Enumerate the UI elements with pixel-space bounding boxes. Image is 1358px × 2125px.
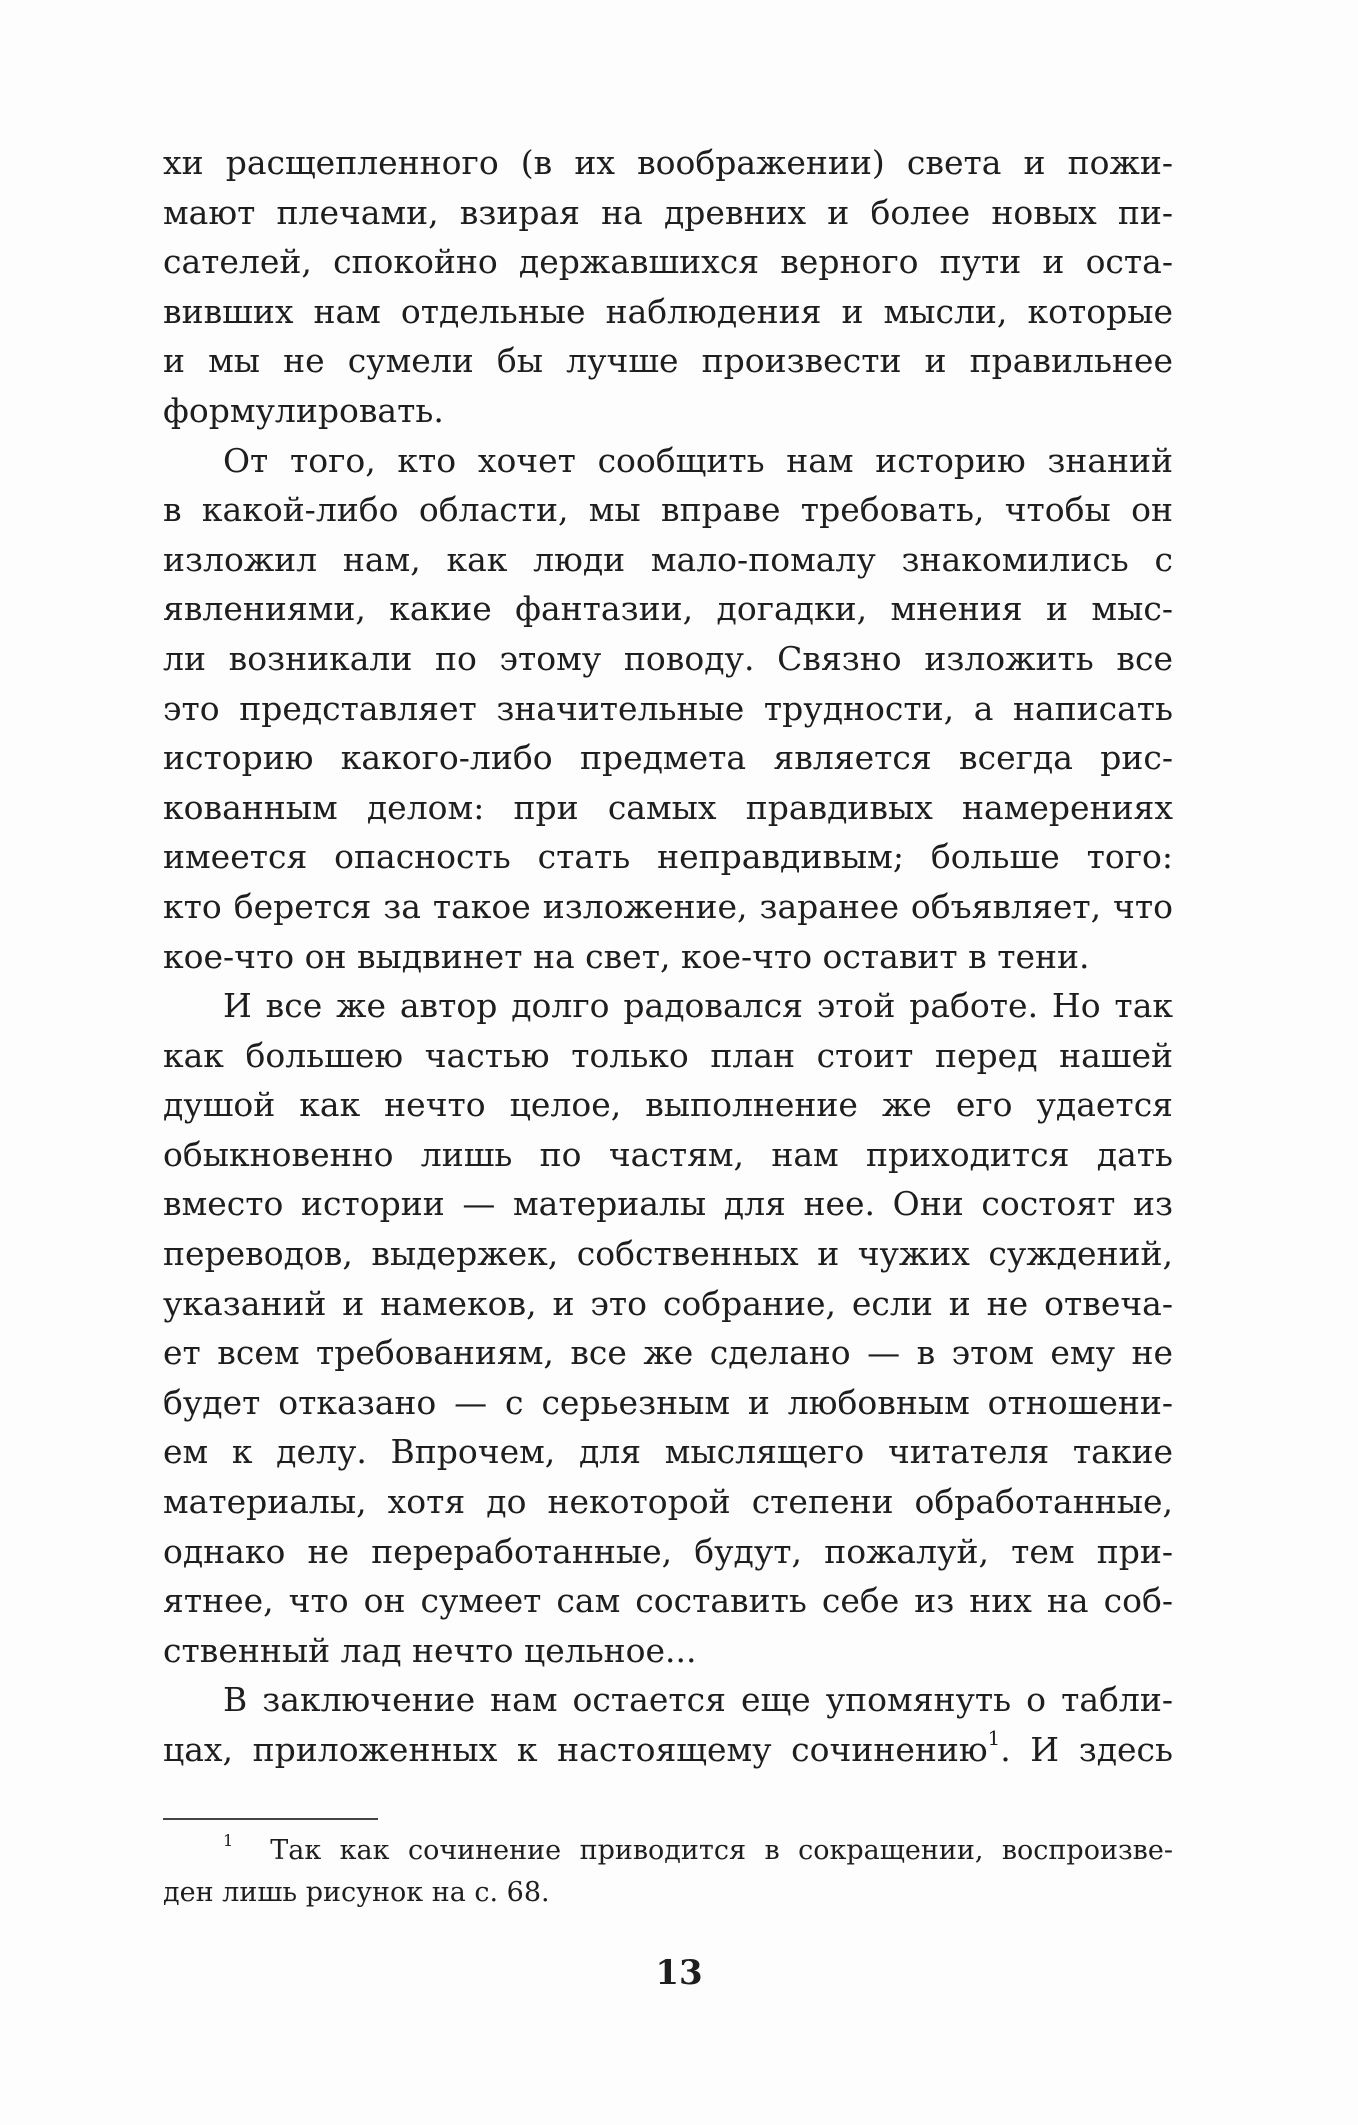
text-line [163, 1725, 1173, 1775]
text-line: ем к делу. Впрочем, для мыслящего читателя такие [163, 1432, 1173, 1472]
text-line: душой как нечто целое, выполнение же его удается [163, 1085, 1173, 1125]
text-line: однако не переработанные, будут, пожалуй, тем при- [163, 1531, 1173, 1571]
text-line: это представляет значительные трудности, а написать [163, 688, 1173, 728]
text-line: мают плечами, взирая на древних и более новых пи- [163, 192, 1173, 232]
text-line: будет отказано — с серьезным и любовным отношени- [163, 1382, 1173, 1422]
text-line: имеется опасность стать неправдивым; больше того: [163, 837, 1173, 877]
footnote-marker: 1 [223, 1831, 234, 1851]
text-line: вивших нам отдельные наблюдения и мысли, которые [163, 291, 1173, 331]
body-text [163, 138, 1173, 1775]
footnote [163, 1830, 1173, 1914]
text-line: ственный лад нечто цельное... [163, 1630, 697, 1670]
text-line: обыкновенно лишь по частям, нам приходится дать [163, 1134, 1173, 1174]
text-line: сателей, спокойно державшихся верного пути и оста- [163, 242, 1173, 282]
footnote-divider [163, 1818, 378, 1820]
text-line: явлениями, какие фантазии, догадки, мнения и мыс- [163, 589, 1173, 629]
page-number: 13 [655, 1953, 703, 1993]
footnote-line [163, 1830, 1173, 1872]
footnote-line: ден лишь рисунок на с. 68. [163, 1877, 550, 1908]
text-line: изложил нам, как люди мало-помалу знакомились с [163, 539, 1173, 579]
text-line: формулировать. [163, 390, 444, 430]
text-line: кто берется за такое изложение, заранее объявляет, что [163, 886, 1173, 926]
text-line: И все же автор долго радовался этой работе. Но так [223, 986, 1173, 1026]
text-line: хи расщепленного (в их воображении) света и пожи- [163, 143, 1173, 182]
text-line: кое-что он выдвинет на свет, кое-что оставит в тени. [163, 936, 1090, 976]
text-line: ет всем требованиям, все же сделано — в этом ему не [163, 1333, 1173, 1373]
text-line: материалы, хотя до некоторой степени обработанные, [163, 1482, 1173, 1522]
text-line: От того, кто хочет сообщить нам историю знаний [223, 440, 1173, 480]
text-segment: . И здесь [1000, 1730, 1173, 1769]
text-line: В заключение нам остается еще упомянуть о табли- [223, 1680, 1173, 1720]
footnote-reference[interactable]: 1 [987, 1727, 1001, 1751]
footnote-text: Так как сочинение приводится в сокращении, воспроизве- [270, 1835, 1173, 1866]
text-line: ятнее, что он сумеет сам составить себе из них на соб- [163, 1581, 1173, 1621]
text-line: указаний и намеков, и это собрание, если и не отвеча- [163, 1283, 1173, 1323]
text-line: как большею частью только план стоит перед нашей [163, 1035, 1173, 1075]
text-line: кованным делом: при самых правдивых намерениях [163, 787, 1173, 827]
text-line: вместо истории — материалы для нее. Они состоят из [163, 1184, 1173, 1224]
text-line: переводов, выдержек, собственных и чужих суждений, [163, 1234, 1173, 1274]
text-line: в какой-либо области, мы вправе требовать, чтобы он [163, 490, 1173, 530]
text-line: историю какого-либо предмета является всегда рис- [163, 738, 1173, 778]
text-line: и мы не сумели бы лучше произвести и правильнее [163, 341, 1173, 381]
text-line: ли возникали по этому поводу. Связно изложить все [163, 638, 1173, 678]
text-segment: цах, приложенных к настоящему сочинению [163, 1730, 988, 1769]
